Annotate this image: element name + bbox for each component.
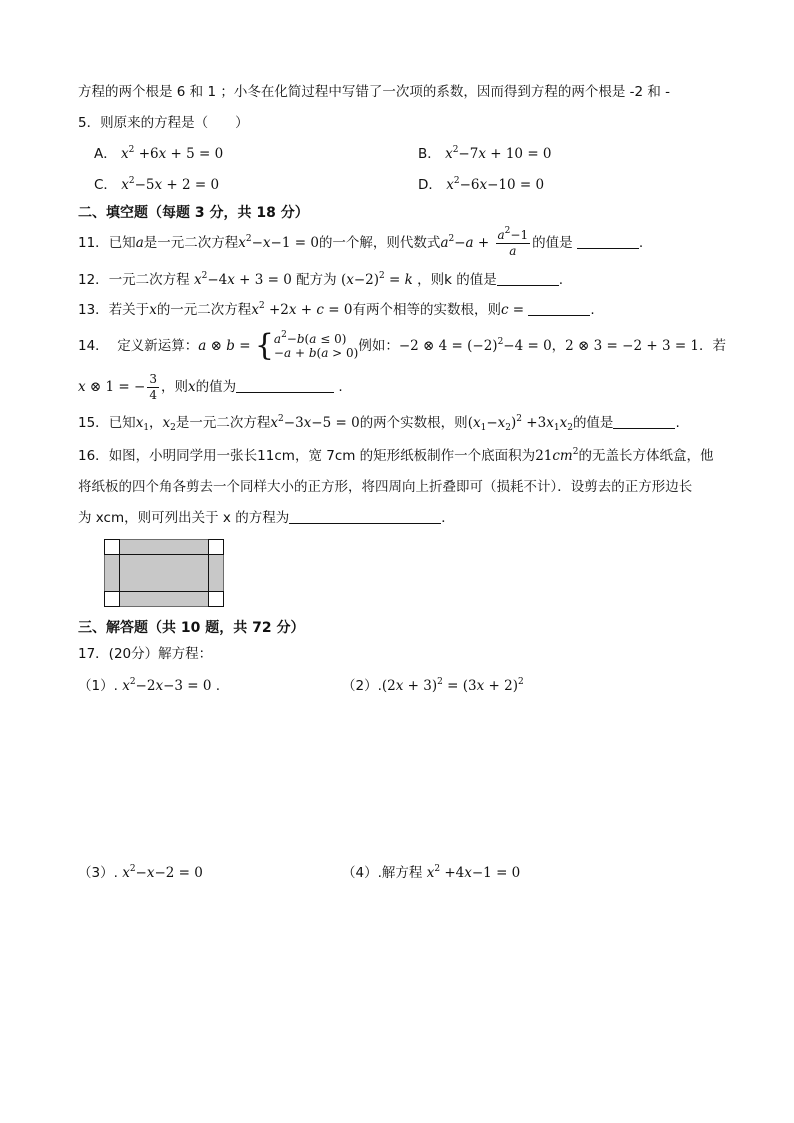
answer-blank-13[interactable] xyxy=(528,301,590,316)
cut-square-bl xyxy=(105,592,120,607)
box-base xyxy=(120,555,209,592)
answer-blank-12[interactable] xyxy=(497,271,559,286)
right-flap xyxy=(209,555,224,592)
question-17-part2: $(2).(2x + 3)^2 = (3x + 2)^2$ xyxy=(342,677,524,694)
cut-square-tl xyxy=(105,540,120,555)
question-16-line1: 16．如图，小明同学用一张长11cm，宽 7cm 的矩形纸板制作一个底面积为$21cm^2$的无盖长方体纸盒，他 xyxy=(78,447,714,464)
question-17-part4: （4）.解方程 $x^2 +4x-1 = 0$ xyxy=(342,864,521,881)
section-3-title: 三、解答题（共 10 题，共 72 分） xyxy=(78,620,305,636)
top-flap xyxy=(120,540,209,555)
question-14-line2: x ⊗ 1 = − $\frac{3}{4}$ ，则x的值为 . xyxy=(78,371,343,402)
cut-square-br xyxy=(209,592,224,607)
question-12: 12．一元二次方程 $x^2-4x + 3 = 0$ 配方为 $(x-2)^2 = k$ ，则k 的值是 . xyxy=(78,271,564,288)
answer-blank-16[interactable] xyxy=(289,509,441,524)
answer-blank-14[interactable] xyxy=(236,378,334,393)
option-d: D． $x^2-6x-10 = 0$ xyxy=(418,176,545,193)
left-flap xyxy=(105,555,120,592)
question-13: 13．若关于x的一元二次方程$x^2 +2x + c = 0$有两个相等的实数根，则c = . xyxy=(78,301,595,318)
question-14: 14． 定义新运算：a ⊗ b = { $a^2-b(a \le 0)$ −a + b(a > 0) 例如：−2 ⊗ $4 = (-2)^2-4 = 0$，2 ⊗ 3 = −2 + 3 = 1．若 xyxy=(78,328,727,363)
q10-line2: 5．则原来的方程是（ ） xyxy=(78,115,249,131)
q10-line1: 方程的两个根是 6 和 1 ；小冬在化简过程中写错了一次项的系数，因而得到方程的两个根是 -2 和 - xyxy=(78,84,671,100)
option-c: C． $x^2-5x + 2 = 0$ xyxy=(94,176,220,193)
question-16-line2: 将纸板的四个角各剪去一个同样大小的正方形，将四周向上折叠即可（损耗不计）．设剪去的正方形边长 xyxy=(78,479,693,495)
question-15: 15．已知$x_1$，$x_2$是一元二次方程$x^2-3x-5 = 0$的两个实数根，则$(x_1-x_2)^2 +3x_1x_2$的值是 . xyxy=(78,414,680,433)
cardboard-diagram xyxy=(104,539,224,607)
bottom-flap xyxy=(120,592,209,607)
question-17-part1: （1）. $x^2-2x-3 = 0$ . xyxy=(78,677,221,694)
cut-square-tr xyxy=(209,540,224,555)
question-16-line3: 为 xcm，则可列出关于 x 的方程为 ． xyxy=(78,510,455,526)
question-17-part3: （3）. $x^2-x-2 = 0$ xyxy=(78,864,203,881)
section-2-title: 二、填空题（每题 3 分，共 18 分） xyxy=(78,205,309,221)
question-17-title: 17．(20分）解方程： xyxy=(78,646,213,662)
answer-blank-11[interactable] xyxy=(577,234,639,249)
option-b: B． $x^2-7x + 10 = 0$ xyxy=(418,145,552,162)
answer-blank-15[interactable] xyxy=(613,414,675,429)
option-a: A． $x^2 +6x + 5 = 0$ xyxy=(94,145,224,162)
question-11: 11．已知a是一元二次方程$x^2-x-1 = 0$的一个解，则代数式$a^2-a$ + $\frac{a^2-1}{a}$ 的值是 . xyxy=(78,225,644,258)
